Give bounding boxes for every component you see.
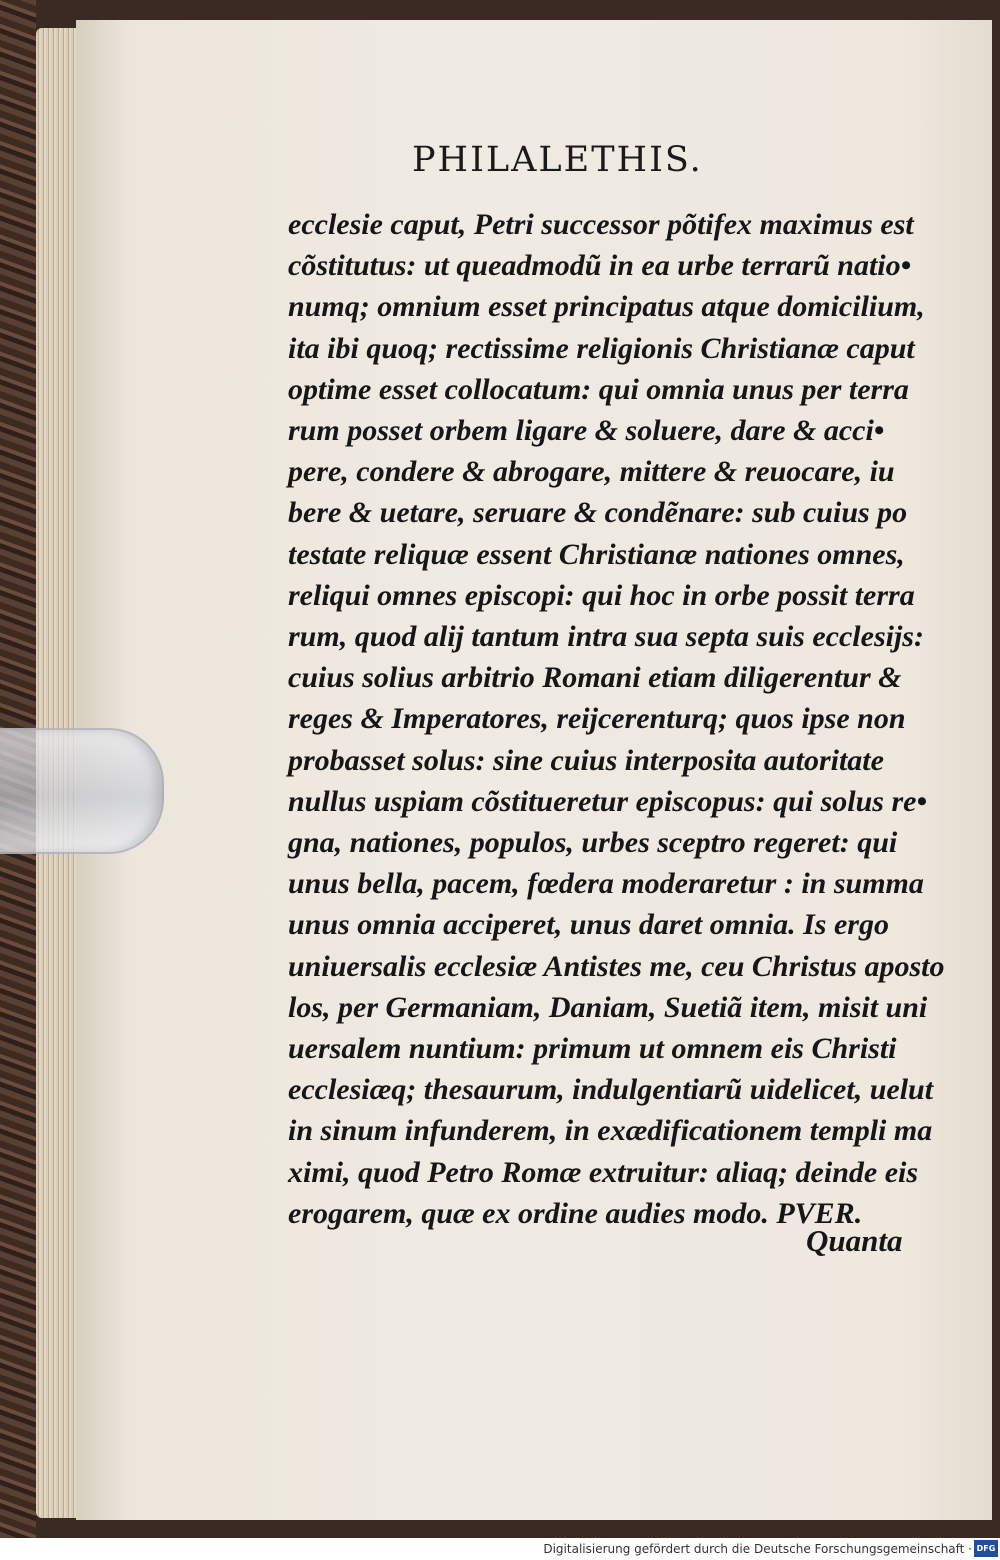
body-text — [288, 204, 945, 1234]
text-line: rum posset orbem ligare & soluere, dare & acci• — [288, 414, 885, 448]
text-line: numq; omnium esset principatus atque domicilium, — [288, 290, 925, 324]
text-line: unus bella, pacem, fœdera moderaretur : in summa — [288, 867, 924, 901]
text-line: ita ibi quoq; rectissime religionis Christianæ caput — [288, 331, 915, 365]
text-line: erogarem, quæ ex ordine audies modo. PVER. — [288, 1196, 863, 1230]
text-line: in sinum infunderem, in exædificationem templi ma — [288, 1114, 933, 1148]
text-line: uniuersalis ecclesiæ Antistes me, ceu Christus aposto — [288, 949, 945, 983]
text-line: ximi, quod Petro Romæ extruitur: aliaq; deinde eis — [288, 1155, 919, 1189]
page-clip — [0, 728, 164, 854]
text-line: reges & Imperatores, reijcerenturq; quos ipse non — [288, 702, 906, 736]
text-line: nullus uspiam cõstitueretur episcopus: qui solus re• — [288, 784, 927, 818]
text-line: cõstitutus: ut queadmodũ in ea urbe terrarũ natio• — [288, 249, 912, 283]
text-line: rum, quod alij tantum intra sua septa suis ecclesijs: — [288, 620, 924, 654]
text-line: uersalem nuntium: primum ut omnem eis Christi — [288, 1032, 897, 1066]
text-line: ecclesiæq; thesaurum, indulgentiarũ uidelicet, uelut — [288, 1073, 934, 1107]
text-line: pere, condere & abrogare, mittere & reuocare, iu — [288, 455, 895, 489]
running-head: PHILALETHIS. — [412, 140, 703, 180]
funding-credit: Digitalisierung gefördert durch die Deutsche Forschungsgemeinschaft · — [543, 1542, 972, 1556]
text-line: unus omnia acciperet, unus daret omnia. Is ergo — [288, 908, 889, 942]
text-line: probasset solus: sine cuius interposita autoritate — [288, 743, 884, 777]
text-line: gna, nationes, populos, urbes sceptro regeret: qui — [288, 826, 898, 860]
text-line: testate reliquæ essent Christianæ nationes omnes, — [288, 537, 905, 571]
text-line: los, per Germaniam, Daniam, Suetiã item, misit uni — [288, 990, 928, 1024]
text-line: ecclesie caput, Petri successor põtifex maximus est — [288, 208, 914, 241]
text-line: bere & uetare, seruare & condẽnare: sub cuius po — [288, 496, 908, 530]
text-line: reliqui omnes episcopi: qui hoc in orbe possit terra — [288, 578, 915, 612]
text-line: cuius solius arbitrio Romani etiam diligerentur & — [288, 661, 902, 695]
catchword: Quanta — [806, 1223, 903, 1258]
text-line: optime esset collocatum: qui omnia unus per terra — [288, 372, 909, 406]
dfg-logo-icon: DFG — [974, 1540, 998, 1557]
